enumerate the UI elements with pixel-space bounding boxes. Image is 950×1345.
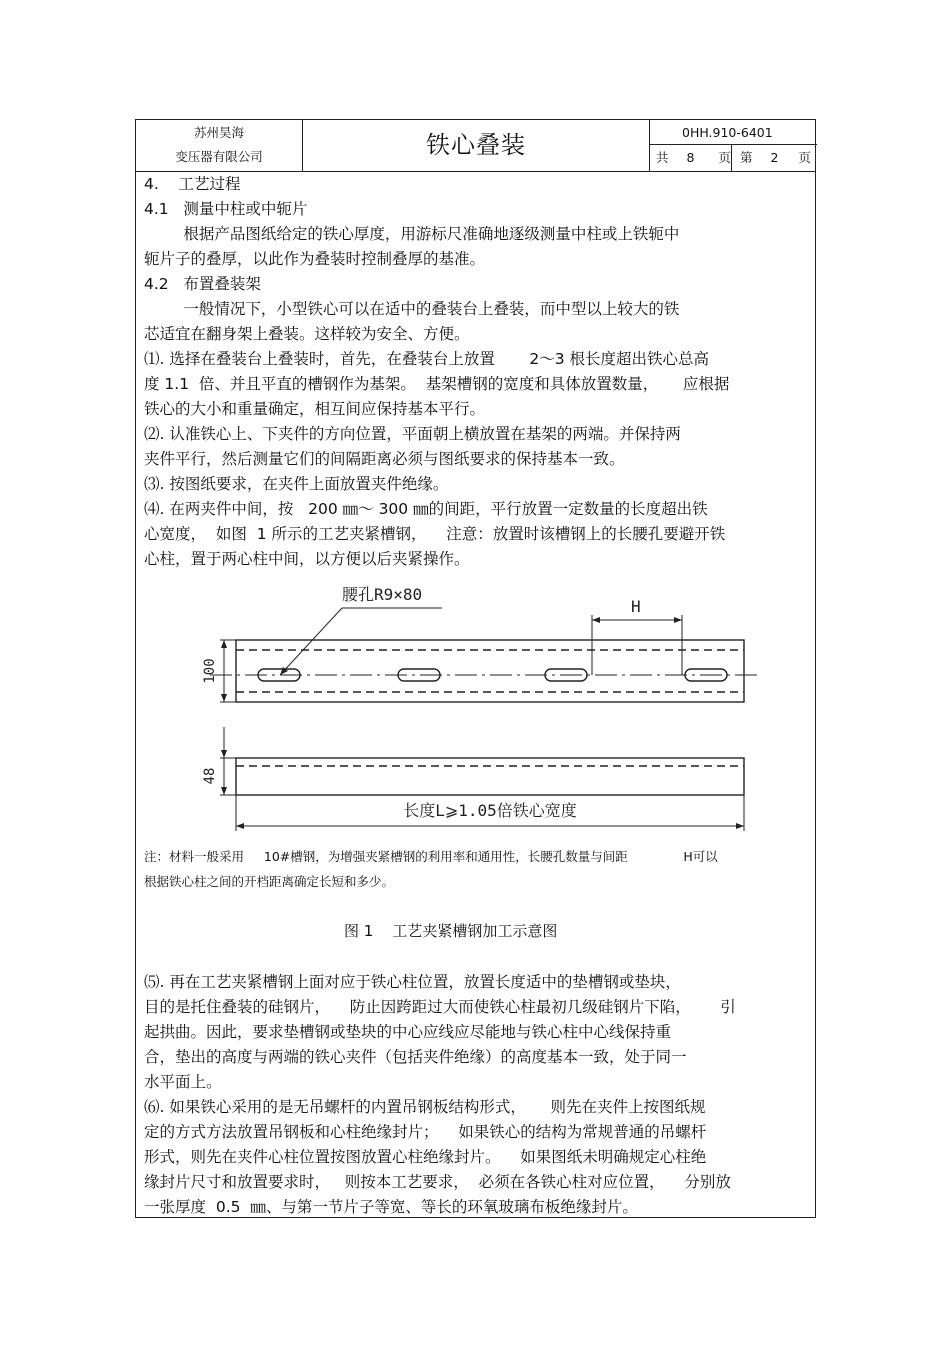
paragraph-line: 度 1.1 倍、并且平直的槽钢作为基架。 基架槽钢的宽度和具体放置数量， 应根据	[144, 375, 730, 393]
h-label: H	[631, 597, 641, 616]
paragraph-line: 芯适宜在翻身架上叠装。这样较为安全、方便。	[144, 325, 470, 343]
company-line2: 变压器有限公司	[175, 149, 263, 164]
paragraph-line: 形式，则先在夹件心柱位置按图放置心柱绝缘封片。 如果图纸未明确规定心柱绝	[144, 1148, 707, 1166]
paragraph-line: 合，垫出的高度与两端的铁心夹件（包括夹件绝缘）的高度基本一致，处于同一	[144, 1048, 687, 1066]
page-number: 2	[770, 150, 779, 165]
total-label: 共	[656, 150, 669, 165]
paragraph-line: 定的方式方法放置吊钢板和心柱绝缘封片； 如果铁心的结构为常规普通的吊螺杆	[144, 1123, 707, 1141]
channel-side-view	[236, 758, 744, 795]
paragraph-line: 一张厚度 0.5 ㎜、与第一节片子等宽、等长的环氧玻璃布板绝缘封片。	[144, 1198, 638, 1216]
paragraph-line: 轭片子的叠厚，以此作为叠装时控制叠厚的基准。	[144, 250, 486, 268]
paragraph-line: 一般情况下，小型铁心可以在适中的叠装台上叠装，而中型以上较大的铁	[144, 300, 680, 318]
paragraph-line: 心宽度， 如图 1 所示的工艺夹紧槽钢， 注意：放置时该槽钢上的长腰孔要避开铁	[144, 525, 726, 543]
doc-info-cell	[650, 120, 817, 171]
length-label: 长度L⩾1.05倍铁心宽度	[403, 801, 577, 820]
paragraph-line: 夹件平行，然后测量它们的间隔距离必须与图纸要求的保持基本一致。	[144, 450, 625, 468]
paragraph-line: ⑸. 再在工艺夹紧槽钢上面对应于铁心柱位置，放置长度适中的垫槽钢或垫块，	[144, 973, 681, 991]
doc-title: 铁心叠装	[303, 120, 650, 171]
total-pages: 8	[686, 150, 695, 165]
paragraph-line: 水平面上。	[144, 1073, 222, 1091]
page-label: 第	[740, 150, 753, 165]
company-cell	[136, 120, 303, 171]
paragraph-line: 心柱，置于两心柱中间，以方便以后夹紧操作。	[144, 550, 470, 568]
figure-caption: 图 1 工艺夹紧槽钢加工示意图	[344, 922, 558, 940]
paragraph-line: ⑴. 选择在叠装台上叠装时，首先，在叠装台上放置 2～3 根长度超出铁心总高	[144, 350, 709, 368]
paragraph-line: 根据产品图纸给定的铁心厚度，用游标尺准确地逐级测量中柱或上铁轭中	[144, 225, 680, 243]
channel-steel-drawing	[180, 575, 780, 845]
page-unit2: 页	[798, 150, 811, 165]
page-number-cell	[732, 145, 817, 171]
company-line1: 苏州昊海	[193, 125, 244, 140]
header-table	[136, 120, 815, 172]
paragraph-line: ⑵. 认准铁心上、下夹件的方向位置，平面朝上横放置在基架的两端。并保持两	[144, 425, 681, 443]
paragraph-line: ⑹. 如果铁心采用的是无吊螺杆的内置吊钢板结构形式， 则先在夹件上按图纸规	[144, 1098, 706, 1116]
figure-note: 注：材料一般采用 10#槽钢，为增强夹紧槽钢的利用率和通用性，长腰孔数量与间距 H可以	[144, 849, 718, 864]
paragraph-line: 目的是托住叠装的硅钢片， 防止因跨距过大而使铁心柱最初几级硅钢片下陷， 引	[144, 998, 736, 1016]
dim-48-label: 48	[202, 767, 218, 785]
dim-100-label: 100	[202, 658, 218, 684]
doc-code: 0HH.910-6401	[650, 120, 817, 145]
paragraph-line: ⑷. 在两夹件中间，按 200 ㎜～ 300 ㎜的间距，平行放置一定数量的长度超出铁	[144, 500, 708, 518]
section-heading: 4. 工艺过程	[144, 175, 241, 193]
figure-note: 根据铁心柱之间的开档距离确定长短和多少。	[144, 874, 395, 889]
paragraph-line: 起拱曲。因此，要求垫槽钢或垫块的中心应线应尽能地与铁心柱中心线保持重	[144, 1023, 672, 1041]
paragraph-line: 铁心的大小和重量确定，相互间应保持基本平行。	[144, 400, 486, 418]
page-unit: 页	[718, 150, 731, 165]
paragraph-line: 缘封片尺寸和放置要求时， 则按本工艺要求， 必须在各铁心柱对应位置， 分别放	[144, 1173, 731, 1191]
subsection-heading: 4.1 测量中柱或中轭片	[144, 200, 308, 218]
channel-top-view	[236, 640, 744, 702]
total-pages-cell	[650, 145, 732, 171]
paragraph-line: ⑶. 按图纸要求，在夹件上面放置夹件绝缘。	[144, 475, 449, 493]
subsection-heading: 4.2 布置叠装架	[144, 275, 261, 293]
slot-label: 腰孔R9×80	[342, 585, 423, 604]
